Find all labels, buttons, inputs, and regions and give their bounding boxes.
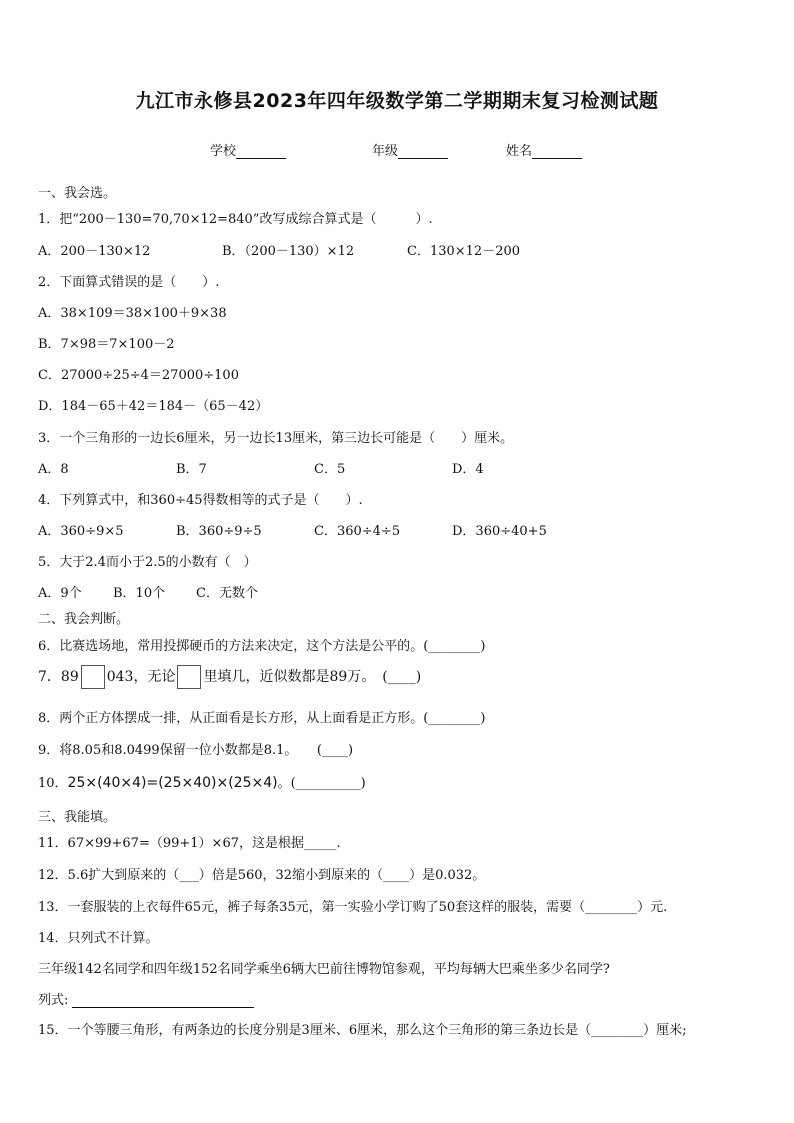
q3-option-d: D．4 [452, 462, 484, 477]
q2-option-b: B．7×98＝7×100－2 [38, 337, 175, 352]
question-14: 14．只列式不计算。 [38, 931, 159, 946]
q1-option-a: A．200－130×12 [38, 244, 151, 259]
answer-label: 列式: [38, 993, 69, 1008]
q2-option-d: D．184－65＋42＝184－（65－42） [38, 399, 269, 414]
q5-option-a: A．9个 [38, 586, 82, 601]
question-7 [38, 665, 421, 689]
question-9: 9．将8.05和8.0499保留一位小数都是8.1。 (____) [38, 743, 354, 758]
name-field [506, 140, 582, 159]
q3-option-b: B．7 [176, 462, 207, 477]
name-blank [532, 144, 582, 159]
q5-option-c: C．无数个 [196, 586, 258, 601]
school-blank [236, 144, 286, 159]
q2-option-c: C．27000÷25÷4＝27000÷100 [38, 368, 239, 383]
q3-option-a: A．8 [38, 462, 69, 477]
q7-answer-box-2[interactable] [177, 665, 201, 689]
q7-part-3: 里填几，近似数都是89万。 (____) [203, 669, 422, 685]
answer-blank[interactable] [72, 993, 254, 1008]
q7-answer-box-1[interactable] [81, 665, 105, 689]
section-heading-3: 三、我能填。 [38, 810, 117, 825]
q10-tail: 。(__________) [277, 776, 366, 791]
name-label: 姓名 [506, 144, 533, 159]
q4-option-a: A．360÷9×5 [38, 524, 124, 539]
question-1: 1．把“200－130=70,70×12=840”改写成综合算式是（ ）. [38, 212, 433, 227]
question-8: 8．两个正方体摆成一排，从正面看是长方形，从上面看是正方形。(________) [38, 711, 486, 726]
school-label: 学校 [210, 144, 237, 159]
page-title: 九江市永修县2023年四年级数学第二学期期末复习检测试题 [135, 90, 659, 112]
school-field [210, 140, 286, 159]
question-10 [38, 772, 366, 791]
question-12: 12．5.6扩大到原来的（___）倍是560，32缩小到原来的（____）是0.032。 [38, 868, 486, 883]
q2-option-a: A．38×109＝38×100＋9×38 [38, 306, 227, 321]
q4-option-d: D．360÷40+5 [452, 524, 547, 539]
question-11: 11．67×99+67=（99+1）×67，这是根据_____. [38, 836, 341, 851]
q1-option-b: B．（200－130）×12 [222, 244, 355, 259]
grade-label: 年级 [372, 144, 399, 159]
question-2: 2．下面算式错误的是（ ）. [38, 275, 220, 290]
q7-part-1: 7．89 [38, 669, 79, 685]
q10-number: 10． [38, 776, 68, 791]
q3-option-c: C．5 [314, 462, 346, 477]
q7-part-2: 043，无论 [106, 669, 176, 685]
question-6: 6．比赛选场地，常用投掷硬币的方法来决定，这个方法是公平的。(________) [38, 639, 486, 654]
grade-blank [398, 144, 448, 159]
q4-option-b: B．360÷9÷5 [176, 524, 262, 539]
q4-option-c: C．360÷4÷5 [314, 524, 401, 539]
section-heading-2: 二、我会判断。 [38, 612, 130, 627]
q5-option-b: B．10个 [113, 586, 166, 601]
section-heading-1: 一、我会选。 [38, 186, 117, 201]
question-3: 3．一个三角形的一边长6厘米，另一边长13厘米，第三边长可能是（ ）厘米。 [38, 431, 514, 446]
question-15: 15．一个等腰三角形，有两条边的长度分别是3厘米、6厘米，那么这个三角形的第三条边长是（________）厘米; [38, 1023, 687, 1038]
question-14-answer [38, 989, 254, 1008]
question-14-body: 三年级142名同学和四年级152名同学乘坐6辆大巴前往博物馆参观，平均每辆大巴乘坐多少名同学? [38, 962, 610, 977]
q1-option-c: C．130×12－200 [407, 244, 521, 259]
q10-expression: 25×(40×4)=(25×40)×(25×4) [67, 775, 278, 791]
question-5: 5．大于2.4而小于2.5的小数有（ ） [38, 555, 257, 570]
grade-field [372, 140, 448, 159]
question-13: 13．一套服装的上衣每件65元，裤子每条35元，第一实验小学订购了50套这样的服装，需要（________）元. [38, 900, 668, 915]
question-4: 4．下列算式中，和360÷45得数相等的式子是（ ）. [38, 493, 363, 508]
